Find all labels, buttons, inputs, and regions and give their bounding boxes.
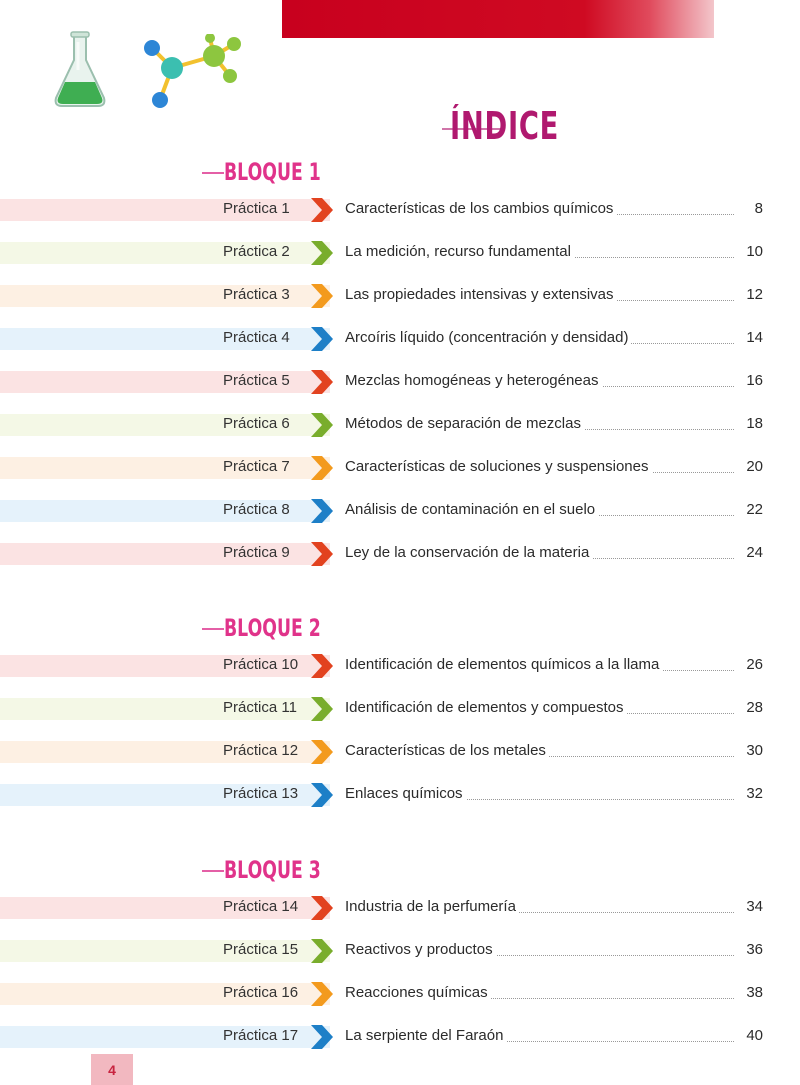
molecule-icon — [138, 34, 248, 114]
toc-row[interactable] — [0, 783, 800, 807]
practica-label: Práctica 1 — [223, 200, 290, 217]
practica-title: Análisis de contaminación en el suelo — [345, 501, 598, 518]
header-red-bar — [282, 0, 714, 38]
page-ref: 40 — [746, 1027, 763, 1044]
toc-row[interactable] — [0, 456, 800, 480]
toc-row[interactable] — [0, 370, 800, 394]
bloque-heading-label: BLOQUE 1 — [224, 158, 321, 186]
practica-label: Práctica 13 — [223, 785, 299, 802]
practica-label: Práctica 9 — [223, 544, 290, 561]
chevron-right-icon — [309, 413, 333, 437]
page-ref: 20 — [746, 458, 763, 475]
page-ref: 38 — [746, 984, 763, 1001]
toc-row[interactable] — [0, 499, 800, 523]
page-ref: 28 — [746, 699, 763, 716]
practica-label: Práctica 11 — [223, 699, 297, 716]
practica-label: Práctica 16 — [223, 984, 299, 1001]
toc-row[interactable] — [0, 697, 800, 721]
toc-row[interactable] — [0, 982, 800, 1006]
chevron-right-icon — [309, 740, 333, 764]
practica-label: Práctica 12 — [223, 742, 299, 759]
practica-title: Mezclas homogéneas y heterogéneas — [345, 372, 602, 389]
chevron-right-icon — [309, 1025, 333, 1049]
practica-label: Práctica 2 — [223, 243, 290, 260]
practica-label: Práctica 4 — [223, 329, 290, 346]
page-ref: 36 — [746, 941, 763, 958]
practica-title: Métodos de separación de mezclas — [345, 415, 584, 432]
page-ref: 16 — [746, 372, 763, 389]
practica-title: Características de los cambios químicos — [345, 200, 616, 217]
chevron-right-icon — [309, 456, 333, 480]
practica-label: Práctica 3 — [223, 286, 290, 303]
toc-row[interactable] — [0, 413, 800, 437]
chevron-right-icon — [309, 284, 333, 308]
practica-title: Características de los metales — [345, 742, 549, 759]
chevron-right-icon — [309, 939, 333, 963]
toc-row[interactable] — [0, 1025, 800, 1049]
practica-label: Práctica 10 — [223, 656, 299, 673]
page-ref: 10 — [746, 243, 763, 260]
practica-title: La serpiente del Faraón — [345, 1027, 506, 1044]
practica-title: Identificación de elementos químicos a la llama — [345, 656, 662, 673]
page-ref: 34 — [746, 898, 763, 915]
chevron-right-icon — [309, 896, 333, 920]
page-ref: 26 — [746, 656, 763, 673]
bloque-heading-label: BLOQUE 2 — [224, 614, 321, 642]
practica-label: Práctica 8 — [223, 501, 290, 518]
practica-label: Práctica 7 — [223, 458, 290, 475]
practica-title: Características de soluciones y suspensiones — [345, 458, 652, 475]
toc-row[interactable] — [0, 284, 800, 308]
toc-row[interactable] — [0, 896, 800, 920]
page-ref: 18 — [746, 415, 763, 432]
page-ref: 24 — [746, 544, 763, 561]
toc-row[interactable] — [0, 740, 800, 764]
page-ref: 14 — [746, 329, 763, 346]
practica-label: Práctica 5 — [223, 372, 290, 389]
bloque-heading-dash — [202, 172, 224, 174]
practica-title: Identificación de elementos y compuestos — [345, 699, 627, 716]
practica-title: Reactivos y productos — [345, 941, 496, 958]
toc-row[interactable] — [0, 241, 800, 265]
toc-row[interactable] — [0, 198, 800, 222]
bloque-heading-label: BLOQUE 3 — [224, 856, 321, 884]
practica-title: Las propiedades intensivas y extensivas — [345, 286, 617, 303]
toc-row[interactable] — [0, 542, 800, 566]
chevron-right-icon — [309, 198, 333, 222]
bloque-heading-dash — [202, 628, 224, 630]
practica-label: Práctica 14 — [223, 898, 299, 915]
chevron-right-icon — [309, 982, 333, 1006]
practica-label: Práctica 6 — [223, 415, 290, 432]
practica-title: Ley de la conservación de la materia — [345, 544, 592, 561]
flask-icon — [52, 30, 112, 110]
chevron-right-icon — [309, 370, 333, 394]
page-number-badge — [91, 1054, 133, 1085]
page-title: ÍNDICE — [450, 104, 560, 148]
toc-row[interactable] — [0, 939, 800, 963]
practica-label: Práctica 15 — [223, 941, 299, 958]
toc-row[interactable] — [0, 327, 800, 351]
practica-label: Práctica 17 — [223, 1027, 299, 1044]
practica-title: Industria de la perfumería — [345, 898, 519, 915]
practica-title: Enlaces químicos — [345, 785, 466, 802]
chevron-right-icon — [309, 542, 333, 566]
chevron-right-icon — [309, 241, 333, 265]
practica-title: Arcoíris líquido (concentración y densidad) — [345, 329, 631, 346]
chevron-right-icon — [309, 327, 333, 351]
practica-title: La medición, recurso fundamental — [345, 243, 574, 260]
chevron-right-icon — [309, 697, 333, 721]
toc-row[interactable] — [0, 654, 800, 678]
chevron-right-icon — [309, 499, 333, 523]
page-number: 4 — [108, 1062, 116, 1078]
page-ref: 8 — [754, 200, 763, 217]
chevron-right-icon — [309, 654, 333, 678]
practica-title: Reacciones químicas — [345, 984, 491, 1001]
page-ref: 22 — [746, 501, 763, 518]
page-ref: 30 — [746, 742, 763, 759]
bloque-heading-dash — [202, 870, 224, 872]
chevron-right-icon — [309, 783, 333, 807]
page-ref: 32 — [746, 785, 763, 802]
page-ref: 12 — [746, 286, 763, 303]
